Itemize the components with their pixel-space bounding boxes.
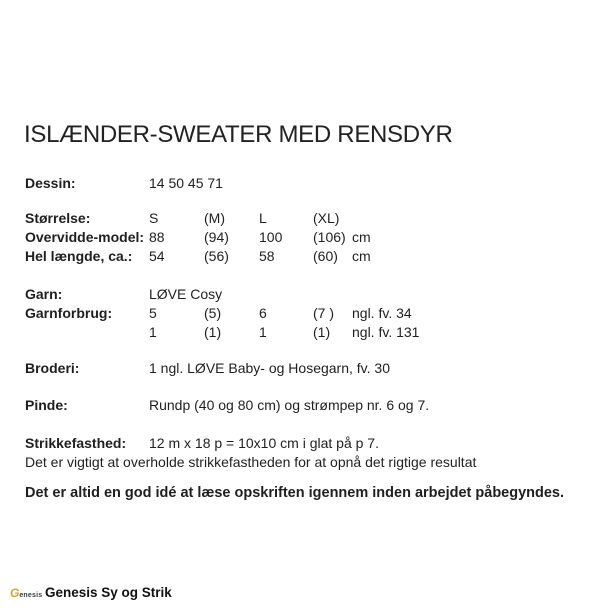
chest-unit: cm [352, 229, 371, 245]
usage2-s: 1 [149, 324, 157, 340]
usage1-l: 6 [259, 305, 267, 321]
gauge-note: Det er vigtigt at overholde strikkefastheden for at opnå det rigtige resultat [25, 454, 477, 470]
needles-label: Pinde: [25, 397, 68, 413]
size-l: L [259, 210, 267, 226]
usage1-m: (5) [204, 305, 222, 321]
advice-row [0, 485, 610, 504]
genesis-logo-icon [10, 587, 42, 602]
yarn-usage-row-2 [0, 324, 610, 343]
usage2-xl: (1) [313, 324, 331, 340]
size-xl: (XL) [313, 210, 340, 226]
yarn-label: Garn: [25, 286, 63, 302]
length-value-s: 54 [149, 248, 165, 264]
usage2-m: (1) [204, 324, 222, 340]
usage2-l: 1 [259, 324, 267, 340]
chest-value-m: (94) [204, 229, 229, 245]
gauge-value: 12 m x 18 p = 10x10 cm i glat på p 7. [149, 435, 379, 451]
needles-value: Rundp (40 og 80 cm) og strømpep nr. 6 og 7. [149, 397, 430, 413]
gauge-label: Strikkefasthed: [25, 435, 127, 451]
logo-wordmark: enesis [19, 592, 43, 599]
embroidery-value: 1 ngl. LØVE Baby- og Hosegarn, fv. 30 [149, 360, 390, 376]
length-value-xl: (60) [313, 248, 338, 264]
length-label: Hel længde, ca.: [25, 248, 133, 264]
chest-value-l: 100 [259, 229, 283, 245]
gauge-note-row [0, 454, 610, 473]
size-m: (M) [204, 210, 225, 226]
length-unit: cm [352, 248, 371, 264]
needles-row [0, 397, 610, 416]
size-row [0, 210, 610, 229]
chest-row [0, 229, 610, 248]
usage1-s: 5 [149, 305, 157, 321]
brand-name: Genesis Sy og Strik [45, 585, 172, 600]
yarn-row [0, 286, 610, 305]
page-title: ISLÆNDER-SWEATER MED RENSDYR [24, 121, 453, 148]
embroidery-row [0, 360, 610, 379]
size-label: Størrelse: [25, 210, 91, 226]
logo-letter-g: G [10, 586, 20, 600]
yarn-usage-label: Garnforbrug: [25, 305, 113, 321]
footer [0, 584, 610, 604]
usage1-note: ngl. fv. 34 [352, 305, 412, 321]
usage2-note: ngl. fv. 131 [352, 324, 420, 340]
embroidery-label: Broderi: [25, 360, 80, 376]
advice-text: Det er altid en god idé at læse opskriften igennem inden arbejdet påbegyndes. [25, 485, 565, 501]
chest-label: Overvidde-model: [25, 229, 145, 245]
gauge-row [0, 435, 610, 454]
dessin-value: 14 50 45 71 [149, 175, 223, 191]
chest-value-s: 88 [149, 229, 165, 245]
length-value-m: (56) [204, 248, 229, 264]
yarn-usage-row-1 [0, 305, 610, 324]
dessin-label: Dessin: [25, 175, 76, 191]
size-s: S [149, 210, 159, 226]
dessin-row [0, 175, 610, 194]
usage1-xl: (7 ) [313, 305, 334, 321]
chest-value-xl: (106) [313, 229, 346, 245]
length-row [0, 248, 610, 267]
yarn-value: LØVE Cosy [149, 286, 223, 302]
length-value-l: 58 [259, 248, 275, 264]
